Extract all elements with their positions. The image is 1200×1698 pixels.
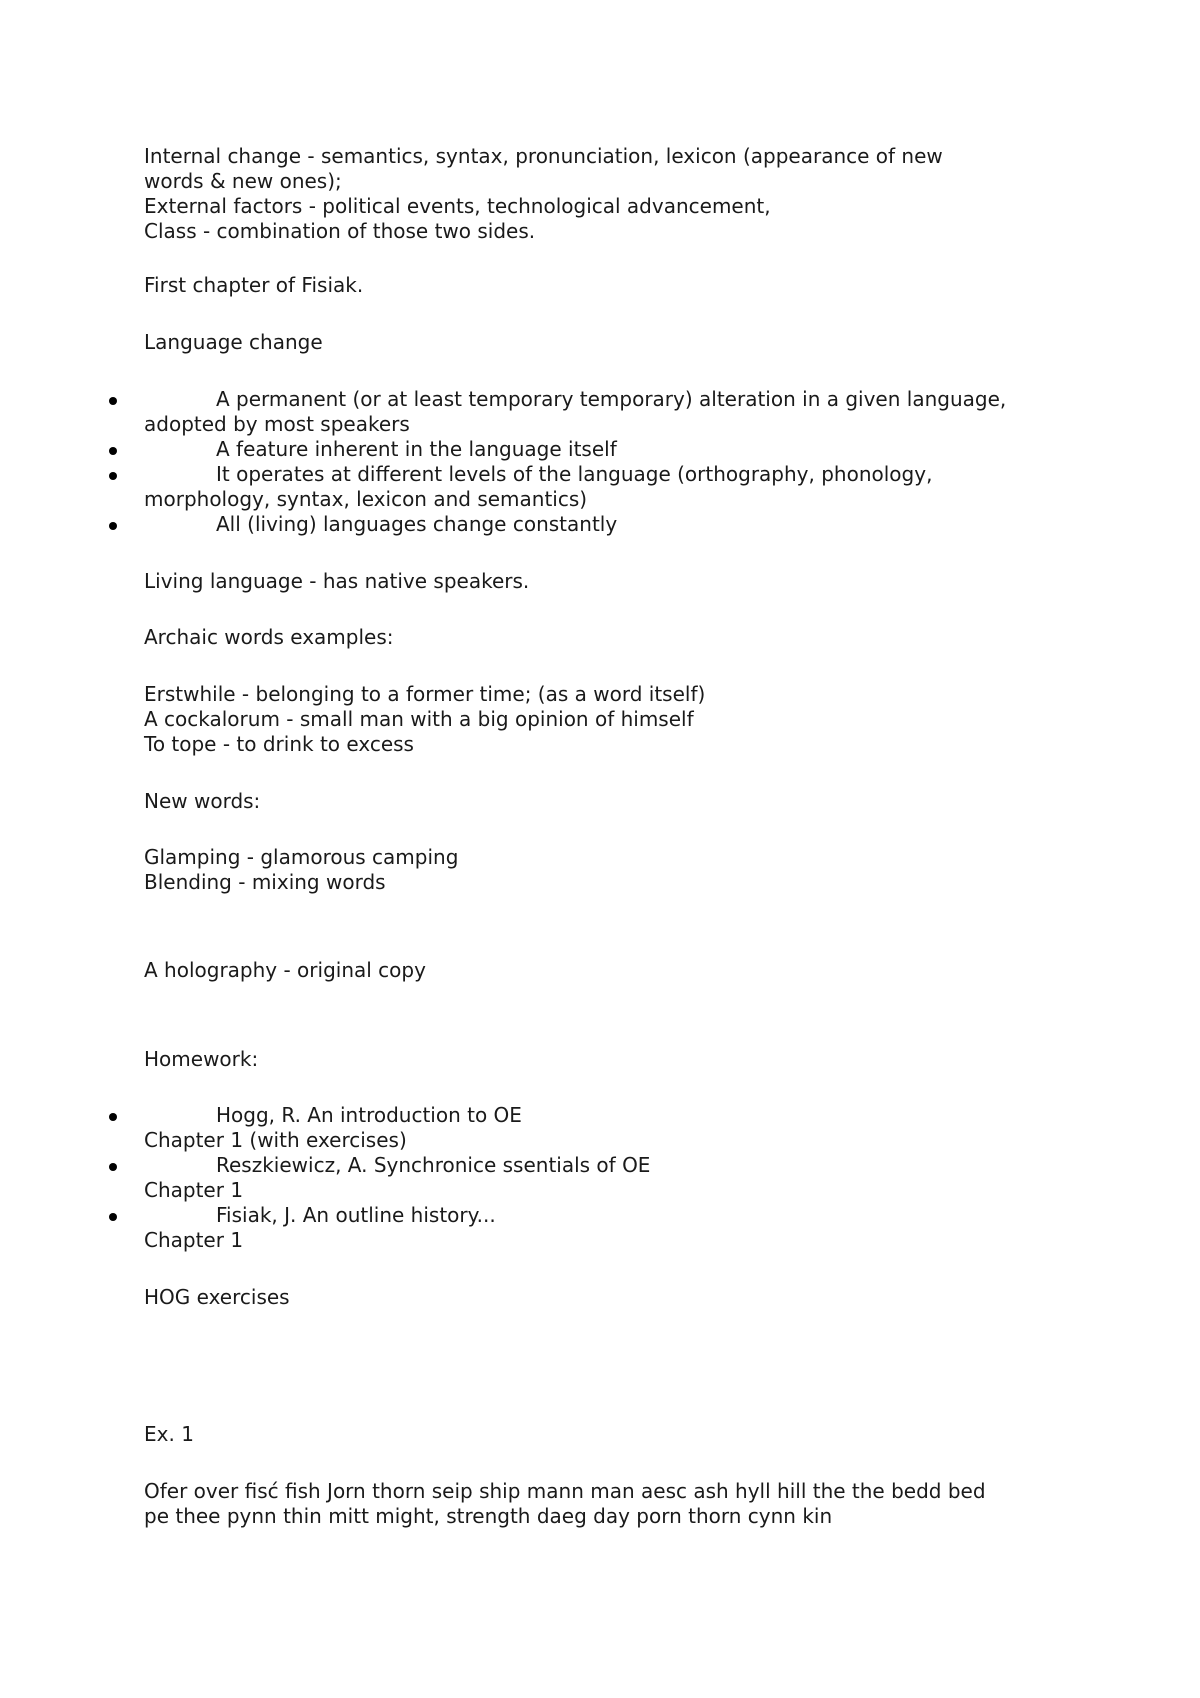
intro-line: External factors - political events, technological advancement, bbox=[144, 194, 771, 218]
list-item-text: A permanent (or at least temporary temporary) alteration in a given language, bbox=[216, 387, 1007, 411]
intro-line: Internal change - semantics, syntax, pronunciation, lexicon (appearance of new bbox=[144, 144, 943, 168]
homework-list bbox=[144, 1103, 1084, 1253]
intro-line: Class - combination of those two sides. bbox=[144, 219, 536, 243]
holography-block bbox=[144, 958, 1084, 983]
exercise-heading: Ex. 1 bbox=[144, 1422, 194, 1446]
list-item-text: All (living) languages change constantly bbox=[216, 512, 618, 536]
archaic-heading: Archaic words examples: bbox=[144, 625, 394, 649]
list-item bbox=[144, 1103, 1084, 1153]
homework-heading: Homework: bbox=[144, 1047, 259, 1071]
new-words-heading-block bbox=[144, 789, 1084, 814]
fisiak-note-block bbox=[144, 273, 1084, 298]
archaic-heading-block bbox=[144, 625, 1084, 650]
new-word-item: Glamping - glamorous camping bbox=[144, 845, 459, 869]
list-item bbox=[144, 437, 1084, 462]
hog-exercises-block bbox=[144, 1285, 1084, 1310]
exercise-body bbox=[144, 1479, 1084, 1529]
list-item bbox=[144, 387, 1084, 437]
language-change-heading-block bbox=[144, 330, 1084, 355]
homework-heading-block bbox=[144, 1047, 1084, 1072]
exercise-line: Ofer over fisć fish Jorn thorn seip ship mann man aesc ash hyll hill the the bedd bed bbox=[144, 1479, 986, 1503]
list-item bbox=[144, 512, 1084, 537]
list-item bbox=[144, 1203, 1084, 1253]
fisiak-note: First chapter of Fisiak. bbox=[144, 273, 364, 297]
exercise-heading-block bbox=[144, 1422, 1084, 1447]
hog-exercises-heading: HOG exercises bbox=[144, 1285, 290, 1309]
living-language-block bbox=[144, 569, 1084, 594]
archaic-list bbox=[144, 682, 1084, 757]
bullet-icon bbox=[109, 447, 117, 455]
holography-note: A holography - original copy bbox=[144, 958, 426, 982]
list-item-text: adopted by most speakers bbox=[144, 412, 410, 436]
bullet-icon bbox=[109, 1113, 117, 1121]
exercise-line: pe thee pynn thin mitt might, strength daeg day porn thorn cynn kin bbox=[144, 1504, 833, 1528]
bullet-icon bbox=[109, 522, 117, 530]
list-item-text: It operates at different levels of the language (orthography, phonology, bbox=[216, 462, 933, 486]
list-item-text: morphology, syntax, lexicon and semantics) bbox=[144, 487, 588, 511]
bullet-icon bbox=[109, 397, 117, 405]
language-change-heading: Language change bbox=[144, 330, 323, 354]
new-words-list bbox=[144, 845, 1084, 895]
intro-paragraph bbox=[144, 144, 1084, 244]
list-item-text: Hogg, R. An introduction to OE bbox=[216, 1103, 522, 1127]
list-item bbox=[144, 1153, 1084, 1203]
living-language-note: Living language - has native speakers. bbox=[144, 569, 530, 593]
new-word-item: Blending - mixing words bbox=[144, 870, 386, 894]
list-item-text: A feature inherent in the language itself bbox=[216, 437, 617, 461]
archaic-item: A cockalorum - small man with a big opinion of himself bbox=[144, 707, 694, 731]
bullet-icon bbox=[109, 1163, 117, 1171]
bullet-icon bbox=[109, 472, 117, 480]
list-item bbox=[144, 462, 1084, 512]
list-item-text: Fisiak, J. An outline history... bbox=[216, 1203, 496, 1227]
archaic-item: To tope - to drink to excess bbox=[144, 732, 414, 756]
archaic-item: Erstwhile - belonging to a former time; (as a word itself) bbox=[144, 682, 706, 706]
language-change-list bbox=[144, 387, 1084, 537]
list-item-text: Chapter 1 bbox=[144, 1228, 244, 1252]
intro-line: words & new ones); bbox=[144, 169, 342, 193]
bullet-icon bbox=[109, 1213, 117, 1221]
list-item-text: Chapter 1 bbox=[144, 1178, 244, 1202]
list-item-text: Chapter 1 (with exercises) bbox=[144, 1128, 407, 1152]
list-item-text: Reszkiewicz, A. Synchronice ssentials of OE bbox=[216, 1153, 651, 1177]
new-words-heading: New words: bbox=[144, 789, 261, 813]
